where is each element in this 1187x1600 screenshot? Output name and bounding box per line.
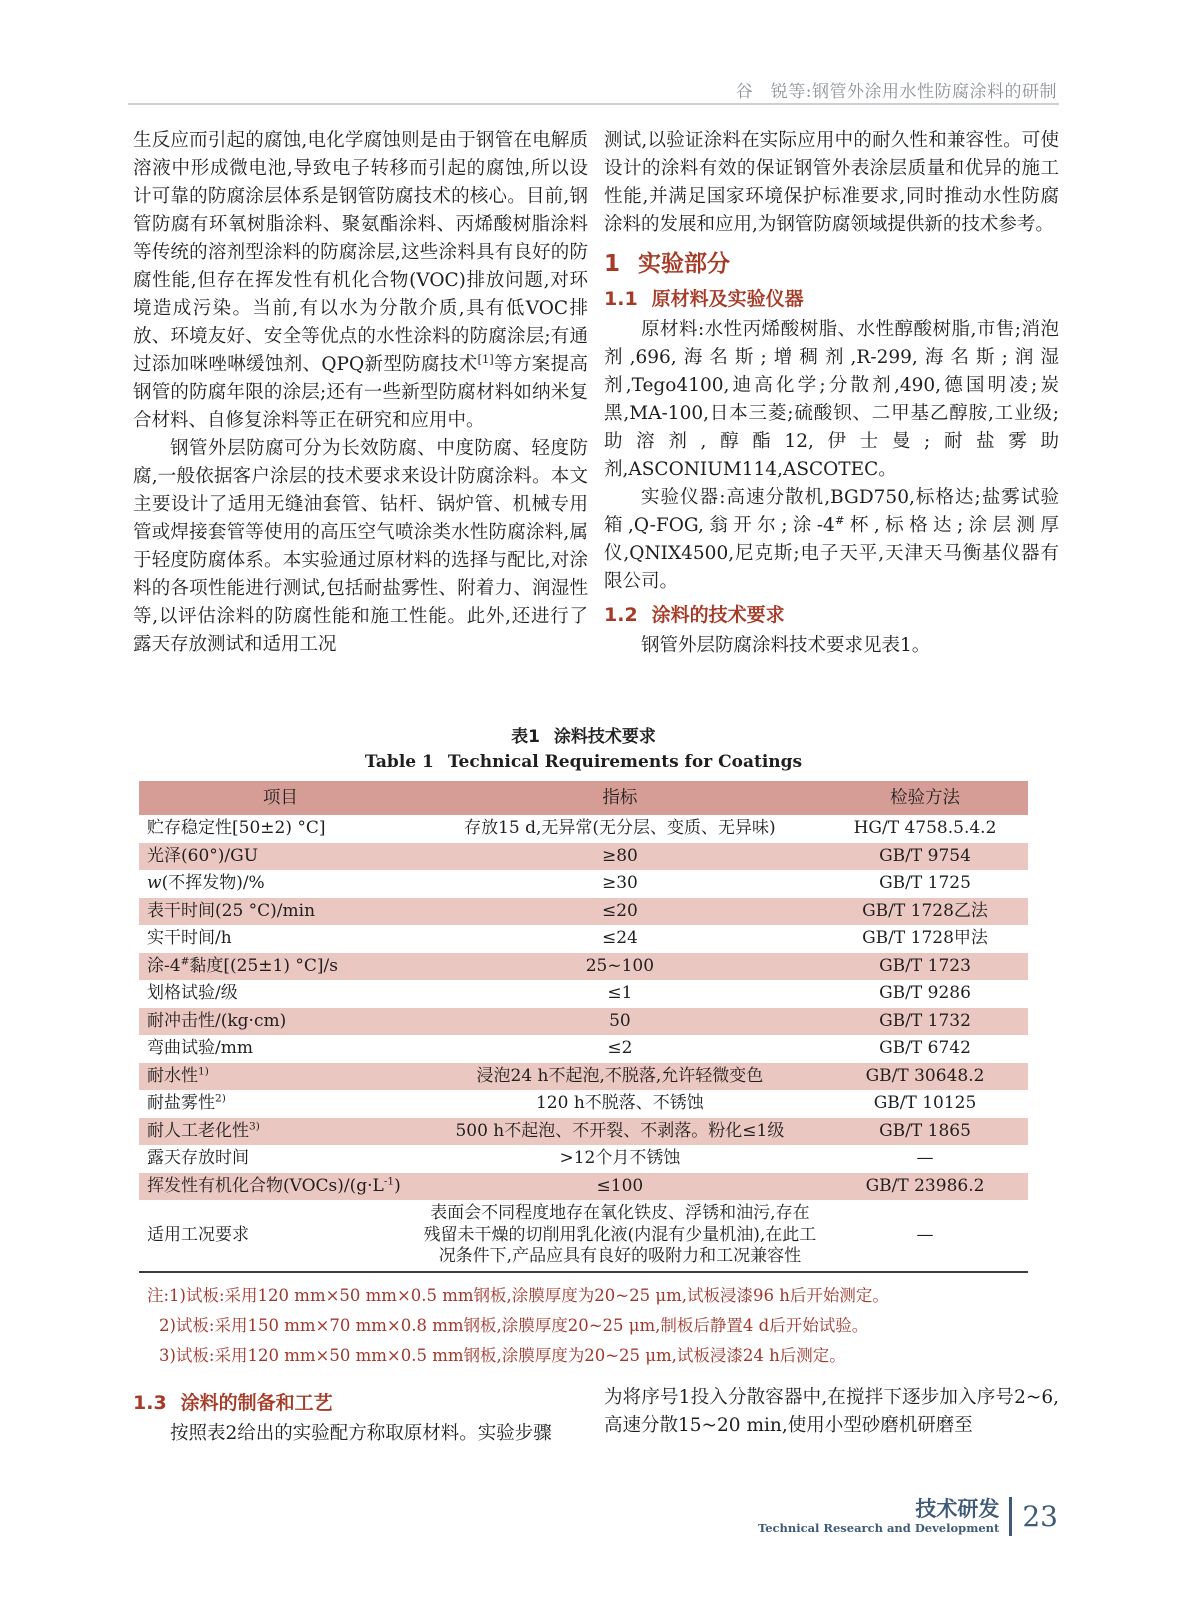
- cell-method: GB/T 1723: [822, 953, 1028, 981]
- table-note: 3)试板:采用120 mm×50 mm×0.5 mm钢板,涂膜厚度为20~25 μm,试板浸漆24 h后测定。: [159, 1345, 846, 1365]
- cell-method: GB/T 23986.2: [822, 1173, 1028, 1201]
- footer-section-zh: 技术研发: [915, 1497, 1000, 1521]
- cell-indicator: ≥30: [601, 873, 638, 893]
- cell-item: 适用工况要求: [147, 1224, 249, 1245]
- cell-item: 贮存稳定性[50±2) °C]: [147, 818, 326, 838]
- cell-item: 挥发性有机化合物$(VOCs)/(g\cdot L^{-1})$: [139, 1173, 418, 1201]
- cell-method: GB/T 1728甲法: [862, 928, 988, 948]
- cell-indicator: ≤100: [418, 1173, 822, 1201]
- column-header-indicator: 指标: [418, 781, 822, 815]
- cell-indicator: 表面会不同程度地存在氧化铁皮、浮锈和油污,存在残留未干燥的切削用乳化液(内混有少量机油),在此工况条件下,产品应具有良好的吸附力和工况兼容性: [423, 1203, 817, 1266]
- cell-item: 表干时间(25 °C)/min: [139, 898, 418, 926]
- table-row: [139, 1090, 1028, 1118]
- table-row: [139, 1145, 1028, 1173]
- left-column: [133, 127, 588, 725]
- requirements-table: [139, 781, 1028, 1273]
- cell-method: GB/T 1725: [879, 873, 971, 893]
- table-row: [139, 953, 1028, 981]
- left-column-bottom: [133, 1384, 588, 1448]
- page-number: 23: [1022, 1500, 1058, 1533]
- table-row: [139, 870, 1028, 898]
- cell-item: 耐水性$^{1)}$: [139, 1063, 418, 1091]
- section-title: 涂料的制备和工艺: [180, 1392, 333, 1414]
- cell-indicator: ≥80: [418, 843, 822, 871]
- table-caption-zh: [139, 727, 1028, 747]
- table-row: [139, 815, 1028, 843]
- cell-item: w(不挥发物)/%: [147, 873, 265, 893]
- table-row: [139, 925, 1028, 953]
- two-column-footer-body: [133, 1384, 1059, 1448]
- cell-method: GB/T 1865: [822, 1118, 1028, 1146]
- table-row: [139, 898, 1028, 926]
- cell-method: GB/T 1732: [822, 1008, 1028, 1036]
- table-row: [139, 1008, 1028, 1036]
- right-column: [604, 127, 1059, 725]
- cell-indicator: ≤24: [601, 928, 638, 948]
- section-number: 1.2: [604, 604, 638, 626]
- cell-method: GB/T 1728乙法: [822, 898, 1028, 926]
- cell-item: 弯曲试验/mm: [147, 1038, 253, 1058]
- cell-indicator: 25~100: [418, 953, 822, 981]
- paragraph-corrosion-intro: 生反应而引起的腐蚀,电化学腐蚀则是由于钢管在电解质溶液中形成微电池,导致电子转移而引起的腐蚀,所以设计可靠的防腐涂层体系是钢管防腐技术的核心。目前,钢管防腐有环氧树脂涂料、聚氨酯涂料、丙烯酸树脂涂料等传统的溶剂型涂料的防腐涂层,这些涂料具有良好的防腐性能,但存在挥发性有机化合物(VOC)排放问题,对环境造成污染。当前,有以水为分散介质,具有低VOC排放、环境友好、安全等优点的水性涂料的防腐涂层;有通过添加咪唑啉缓蚀剂、QPQ新型防腐技术[1]等方案提高钢管的防腐年限的涂层;还有一些新型防腐材料如纳米复合材料、自修复涂料等正在研究和应用中。: [133, 130, 588, 431]
- table-note: 2)试板:采用150 mm×70 mm×0.8 mm钢板,涂膜厚度20~25 μm,制板后静置4 d后开始试验。: [159, 1315, 869, 1335]
- cell-indicator: 120 h不脱落、不锈蚀: [535, 1093, 704, 1113]
- table-row: [139, 1035, 1028, 1063]
- cell-item: 露天存放时间: [147, 1148, 249, 1168]
- table-row: [139, 843, 1028, 871]
- table-note: 注:1)试板:采用120 mm×50 mm×0.5 mm钢板,涂膜厚度为20~25 μm,试板浸漆96 h后开始测定。: [147, 1285, 889, 1305]
- section-number: 1: [604, 251, 621, 277]
- table-row: [139, 1118, 1028, 1146]
- table-caption-text: Technical Requirements for Coatings: [447, 752, 803, 772]
- right-column-bottom: [604, 1384, 1059, 1448]
- cell-indicator: 50: [418, 1008, 822, 1036]
- cell-method: —: [916, 1224, 934, 1245]
- column-header-method: 检验方法: [822, 781, 1028, 815]
- cell-method: GB/T 9286: [879, 983, 971, 1003]
- cell-indicator: 浸泡24 h不起泡,不脱落,允许轻微变色: [418, 1063, 822, 1091]
- running-head: 谷 锐等:钢管外涂用水性防腐涂料的研制: [735, 82, 1057, 102]
- table-caption-number: 表1: [511, 727, 540, 747]
- cell-item: 划格试验/级: [147, 983, 238, 1003]
- section-heading-1: [604, 251, 1059, 278]
- table-caption-number: Table 1: [364, 752, 434, 772]
- section-title: 涂料的技术要求: [651, 604, 785, 626]
- cell-method: —: [916, 1148, 934, 1168]
- section-heading-1-1: [604, 287, 1059, 311]
- cell-method: GB/T 9754: [822, 843, 1028, 871]
- cell-method: HG/T 4758.5.4.2: [853, 818, 997, 838]
- paragraph-design-scope: 钢管外层防腐可分为长效防腐、中度防腐、轻度防腐,一般依据客户涂层的技术要求来设计防腐涂料。本文主要设计了适用无缝油套管、钻杆、锅炉管、机械专用管或焊接套管等使用的高压空气喷涂类水性防腐涂料,属于轻度防腐体系。本实验通过原材料的选择与配比,对涂料的各项性能进行测试,包括耐盐雾性、附着力、润湿性等,以评估涂料的防腐性能和施工性能。此外,还进行了露天存放测试和适用工况: [133, 438, 588, 655]
- two-column-body: [133, 127, 1059, 725]
- cell-method: GB/T 6742: [879, 1038, 971, 1058]
- cell-indicator: >12个月不锈蚀: [559, 1148, 681, 1168]
- table-row: [139, 1200, 1028, 1272]
- section-heading-1-3: [133, 1391, 588, 1415]
- cell-item: 耐盐雾性$^{2)}$: [147, 1092, 226, 1113]
- footer-section-en: Technical Research and Development: [757, 1521, 1000, 1535]
- table-row: [139, 1173, 1028, 1201]
- cell-item: 涂-4#黏度[(25±1) °C]/s: [139, 953, 418, 981]
- cell-item: 实干时间/h: [147, 928, 232, 948]
- table-header-row: [139, 781, 1028, 815]
- section-title: 原材料及实验仪器: [651, 288, 804, 310]
- paragraph-raw-materials: 原材料:水性丙烯酸树脂、水性醇酸树脂,市售;消泡剂,696,海名斯;增稠剂,R-299,海名斯;润湿剂,Tego4100,迪高化学;分散剂,490,德国明凌;炭黑,MA-100,日本三菱;硫酸钡、二甲基乙醇胺,工业级;助溶剂,醇酯12,伊士曼;耐盐雾助剂,ASCONIUM114,ASCOTEC。: [604, 319, 1059, 480]
- cell-method: GB/T 30648.2: [822, 1063, 1028, 1091]
- cell-indicator: ≤1: [607, 983, 633, 1003]
- cell-item: 耐人工老化性$^{3)}$: [139, 1118, 418, 1146]
- section-number: 1.1: [604, 288, 638, 310]
- cell-indicator: ≤20: [418, 898, 822, 926]
- paragraph-instruments: 实验仪器:高速分散机,BGD750,标格达;盐雾试验箱,Q-FOG,翁开尔;涂-4#杯,标格达;涂层测厚仪,QNIX4500,尼克斯;电子天平,天津天马衡基仪器有限公司。: [604, 487, 1059, 592]
- page-footer: [758, 1497, 1058, 1536]
- column-header-item: 项目: [139, 781, 418, 815]
- paragraph-process-continued: 为将序号1投入分散容器中,在搅拌下逐步加入序号2~6,高速分散15~20 min,使用小型砂磨机研磨至: [604, 1387, 1059, 1436]
- header-rule: [128, 103, 1059, 105]
- cell-indicator: 存放15 d,无异常(无分层、变质、无异味): [464, 818, 776, 838]
- table-row: [139, 980, 1028, 1008]
- paragraph-table-reference: 钢管外层防腐涂料技术要求见表1。: [641, 635, 931, 656]
- table-block: [139, 727, 1028, 1371]
- table-caption-en: [139, 752, 1028, 772]
- table-row: [139, 1063, 1028, 1091]
- cell-indicator: ≤2: [607, 1038, 633, 1058]
- section-title: 实验部分: [638, 251, 731, 277]
- table-body: [139, 815, 1028, 1272]
- section-heading-1-2: [604, 603, 1059, 627]
- cell-indicator: 500 h不起泡、不开裂、不剥落。粉化≤1级: [418, 1118, 822, 1146]
- section-number: 1.3: [133, 1392, 167, 1414]
- table-notes: [139, 1281, 1028, 1371]
- cell-item: 耐冲击性/(kg·cm): [139, 1008, 418, 1036]
- cell-item: 光泽(60°)/GU: [139, 843, 418, 871]
- table-caption-text: 涂料技术要求: [553, 727, 656, 747]
- paragraph-preparation: 按照表2给出的实验配方称取原材料。实验步骤: [170, 1423, 552, 1444]
- paragraph-purpose: 测试,以验证涂料在实际应用中的耐久性和兼容性。可使设计的涂料有效的保证钢管外表涂层质量和优异的施工性能,并满足国家环境保护标准要求,同时推动水性防腐涂料的发展和应用,为钢管防腐领域提供新的技术参考。: [604, 130, 1059, 235]
- footer-section-labels: [758, 1497, 1009, 1536]
- cell-method: GB/T 10125: [873, 1093, 977, 1113]
